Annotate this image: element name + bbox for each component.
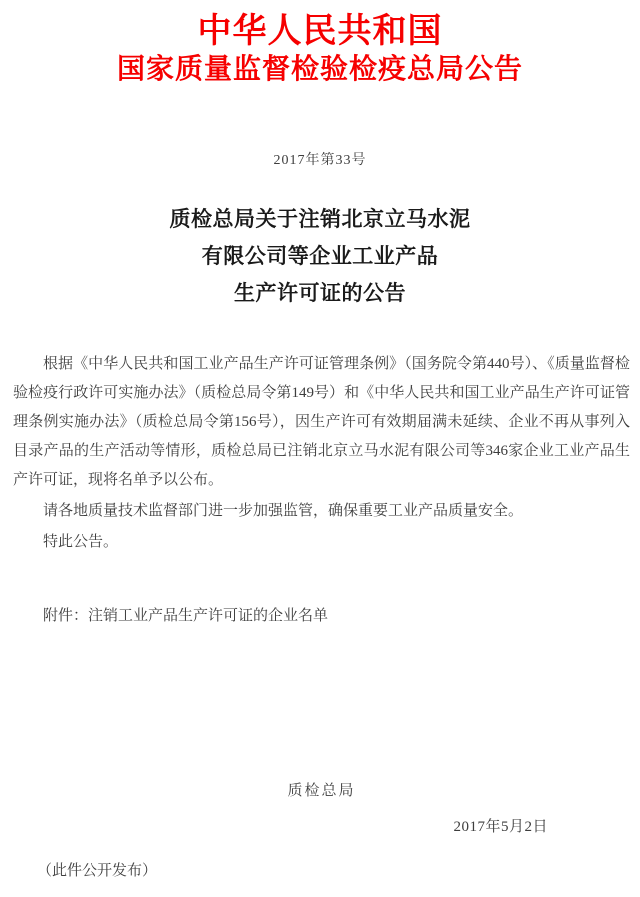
attachment-line: 附件：注销工业产品生产许可证的企业名单 [43, 608, 329, 624]
title-line-2: 有限公司等企业工业产品 [201, 244, 439, 268]
title-line-3: 生产许可证的公告 [234, 281, 406, 305]
public-release-note: （此件公开发布） [37, 863, 158, 879]
header-agency-name: 国家质量监督检验检疫总局公告 [116, 54, 523, 85]
agency-header [0, 0, 640, 87]
doc-number: 2017年第33号 [273, 153, 367, 168]
announcement-body [0, 350, 640, 886]
title-line-1: 质检总局关于注销北京立马水泥 [169, 207, 471, 231]
body-paragraph-supervision: 请各地质量技术监督部门进一步加强监管，确保重要工业产品质量安全。 [43, 503, 524, 519]
body-paragraph-closing: 特此公告。 [43, 534, 119, 550]
signature-date: 2017年5月2日 [453, 819, 548, 835]
announcement-title [0, 201, 640, 312]
header-country-name: 中华人民共和国 [197, 13, 443, 50]
body-paragraph-basis: 根据《中华人民共和国工业产品生产许可证管理条例》（国务院令第440号）、《质量监督检验检疫行政许可实施办法》（质检总局令第149号）和《中华人民共和国工业产品生产许可证管理条例实施办法》（质检总局令第156号），因生产许可有效期届满未延续、企业不再从事列入目录产品的生产活动等情形，质检总局已注销北京立马水泥有限公司等346家企业工业产品生产许可证，现将名单予以公布。 [13, 356, 630, 488]
signature-agency: 质检总局 [287, 783, 356, 799]
